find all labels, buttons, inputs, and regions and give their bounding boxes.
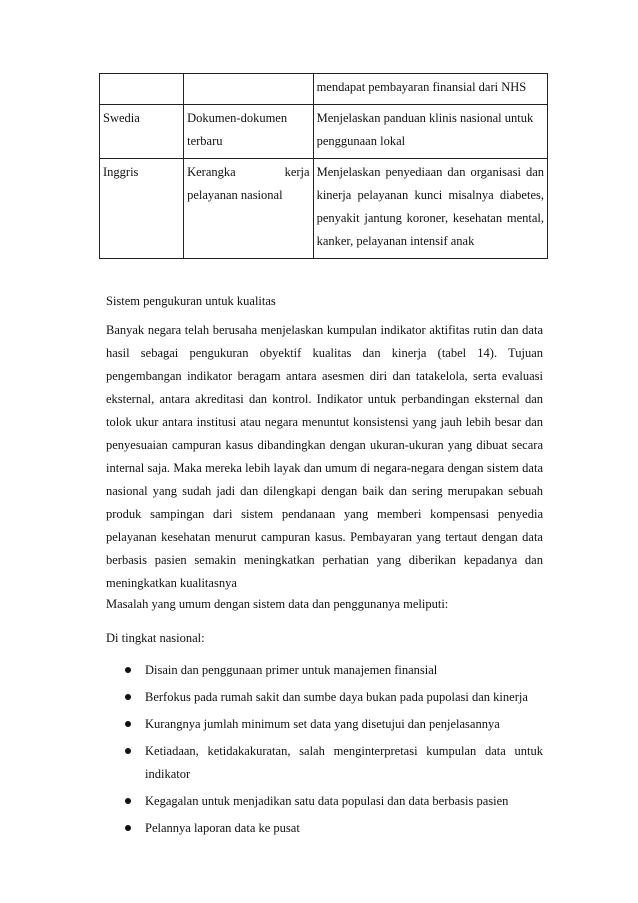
list-item bbox=[106, 817, 543, 840]
list-item bbox=[106, 740, 543, 786]
list-item-text: Kurangnya jumlah minimum set data yang disetujui dan penjelasannya bbox=[145, 717, 500, 731]
list-item bbox=[106, 790, 543, 813]
table-row bbox=[100, 105, 548, 159]
list-item bbox=[106, 659, 543, 682]
table-cell-description: Menjelaskan penyediaan dan organisasi dan kinerja pelayanan kunci misalnya diabetes, penyakit jantung koroner, kesehatan mental, kanker, pelayanan intensif anak bbox=[313, 159, 547, 259]
bullet-icon bbox=[125, 721, 131, 727]
table-row bbox=[100, 74, 548, 105]
bullet-icon bbox=[125, 748, 131, 754]
table-cell-description: mendapat pembayaran finansial dari NHS bbox=[313, 74, 547, 105]
country-table bbox=[99, 73, 548, 259]
bullet-icon bbox=[125, 798, 131, 804]
table-cell-country: Inggris bbox=[100, 159, 184, 259]
table-cell-scope bbox=[184, 74, 313, 105]
table-cell-description: Menjelaskan panduan klinis nasional untuk penggunaan lokal bbox=[313, 105, 547, 159]
bullet-icon bbox=[125, 825, 131, 831]
list-item-text: Pelannya laporan data ke pusat bbox=[145, 821, 300, 835]
list-item-text: Berfokus pada rumah sakit dan sumbe daya bukan pada pupolasi dan kinerja bbox=[145, 690, 528, 704]
list-item bbox=[106, 686, 543, 709]
table-cell-country bbox=[100, 74, 184, 105]
body-paragraph: Banyak negara telah berusaha menjelaskan kumpulan indikator aktifitas rutin dan data hasil sebagai pengukuran obyektif kualitas dan kinerja (tabel 14). Tujuan pengembangan indikator beragam antara asesmen diri dan tatakelola, serta evaluasi eksternal, antara akreditasi dan kontrol. Indikator untuk perbandingan eksternal dan tolok ukur antara institusi atau negara menuntut konsistensi yang jauh lebih besar dan penyesuaian campuran kasus dibandingkan dengan ukuran-ukuran yang dibuat secara internal saja. Maka mereka lebih layak dan umum di negara-negara dengan sistem data nasional yang sudah jadi dan dilengkapi dengan baik dan sering merupakan sebuah produk sampingan dari sistem pendanaan yang memberi kompensasi penyedia pelayanan kesehatan menurut campuran kasus. Pembayaran yang tertaut dengan data berbasis pasien semakin meningkatkan perhatian yang diberikan kepadanya dan meningkatkan kualitasnya bbox=[106, 323, 543, 590]
list-item-text: Ketiadaan, ketidakakuratan, salah menginterpretasi kumpulan data untuk indikator bbox=[145, 744, 543, 781]
bullet-icon bbox=[125, 694, 131, 700]
bullet-icon bbox=[125, 667, 131, 673]
section-heading: Sistem pengukuran untuk kualitas bbox=[106, 294, 276, 308]
list-item-text: Kegagalan untuk menjadikan satu data populasi dan data berbasis pasien bbox=[145, 794, 509, 808]
table-cell-scope: Kerangka kerja pelayanan nasional bbox=[184, 159, 313, 259]
national-level-label: Di tingkat nasional: bbox=[106, 631, 205, 645]
list-item bbox=[106, 713, 543, 736]
table-row bbox=[100, 159, 548, 259]
problem-list bbox=[106, 659, 543, 844]
table-cell-country: Swedia bbox=[100, 105, 184, 159]
list-item-text: Disain dan penggunaan primer untuk manajemen finansial bbox=[145, 663, 438, 677]
table-cell-scope: Dokumen-dokumen terbaru bbox=[184, 105, 313, 159]
problems-intro: Masalah yang umum dengan sistem data dan penggunanya meliputi: bbox=[106, 597, 449, 611]
